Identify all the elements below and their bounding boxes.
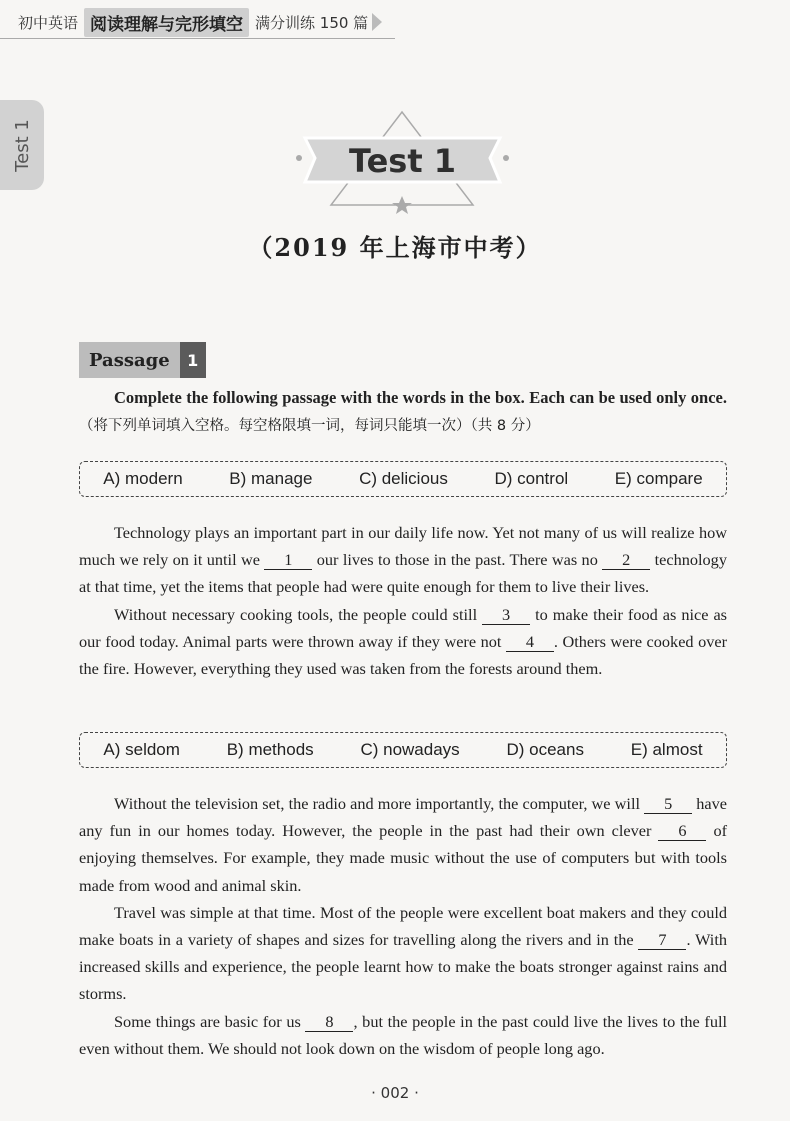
word-option: D) oceans	[506, 740, 584, 759]
word-box-2	[79, 732, 727, 768]
side-tab-label: Test 1	[11, 118, 33, 172]
test-title-emblem	[295, 110, 510, 220]
blank-4[interactable]: 4	[506, 633, 554, 652]
arrow-icon	[372, 13, 382, 31]
instruction-cn: （将下列单词填入空格。每空格限填一词，每词只能填一次）（共 8 分）	[79, 418, 540, 434]
paragraph-text: Travel was simple at that time. Most of the people were excellent boat makers and they could make boats in a variety of shapes and sizes for travelling along the rivers and in the	[79, 902, 727, 950]
paragraph-text: Some things are basic for us	[114, 1011, 301, 1031]
passage-body-part-1	[79, 519, 727, 682]
word-option: C) nowadays	[360, 740, 460, 759]
word-option: C) delicious	[359, 469, 448, 488]
book-title: 阅读理解与完形填空	[84, 8, 249, 37]
blank-6[interactable]: 6	[658, 822, 706, 841]
paragraph-text: have any fun in our homes today. However, the people in the past had their own clever	[79, 794, 728, 841]
paragraph-5	[79, 1008, 727, 1062]
blank-8[interactable]: 8	[305, 1013, 353, 1032]
passage-label-text: Passage	[79, 342, 180, 378]
word-option: B) manage	[229, 469, 313, 488]
passage-number: 1	[180, 342, 206, 378]
series-label: 初中英语	[18, 13, 79, 32]
paragraph-text: Without the television set, the radio and more importantly, the computer, we will	[114, 794, 640, 813]
test-title: Test 1	[348, 142, 457, 180]
paragraph-4	[79, 899, 727, 1008]
word-option: A) modern	[103, 469, 183, 488]
blank-1[interactable]: 1	[264, 551, 312, 570]
paragraph-text: . With increased skills and experience, the people learnt how to make the boats stronger against rains and storms.	[79, 930, 727, 1004]
word-option: B) methods	[226, 740, 314, 759]
blank-5[interactable]: 5	[644, 795, 692, 814]
instruction-en: Complete the following passage with the words in the box. Each can be used only once.	[114, 388, 727, 407]
paragraph-text: our lives to those in the past. There was no	[316, 550, 598, 570]
page-number: · 002 ·	[371, 1084, 419, 1102]
paragraph-text: to make their food as nice as our food today. Animal parts were thrown away if they were not	[79, 604, 728, 651]
blank-3[interactable]: 3	[482, 606, 530, 625]
book-subtitle: 满分训练 150 篇	[255, 13, 369, 32]
paragraph-3	[79, 790, 727, 899]
word-option: E) compare	[614, 469, 703, 488]
paragraph-text: Technology plays an important part in our daily life now. Yet not many of us will realize how much we rely on it until we	[79, 523, 727, 570]
header-divider	[0, 38, 395, 39]
paragraph-text: . Others were cooked over the fire. However, everything they used was taken from the forests around them.	[79, 631, 727, 679]
running-header	[0, 8, 400, 36]
word-option: A) seldom	[103, 740, 180, 759]
side-tab	[0, 100, 44, 190]
word-option: D) control	[494, 469, 569, 488]
paragraph-2	[79, 601, 727, 683]
word-box-1	[79, 461, 727, 497]
paragraph-text: , but the people in the past could live the lives to the full even without them. We should not look down on the wisdom of people long ago.	[79, 1011, 728, 1058]
blank-7[interactable]: 7	[638, 931, 686, 950]
paragraph-text: technology at that time, yet the items that people had were quite enough for them to live their lives.	[79, 550, 727, 597]
paragraph-1	[79, 519, 727, 601]
instructions	[79, 384, 727, 440]
paragraph-text: Without necessary cooking tools, the people could still	[114, 604, 478, 624]
paragraph-text: of enjoying themselves. For example, they made music without the use of computers but with tools made from wood and animal skin.	[79, 821, 727, 895]
passage-body-part-2	[79, 790, 727, 1062]
passage-label	[79, 342, 206, 378]
exam-source: （2019 年上海市中考）	[248, 233, 542, 262]
blank-2[interactable]: 2	[602, 551, 650, 570]
word-option: E) almost	[630, 740, 703, 759]
